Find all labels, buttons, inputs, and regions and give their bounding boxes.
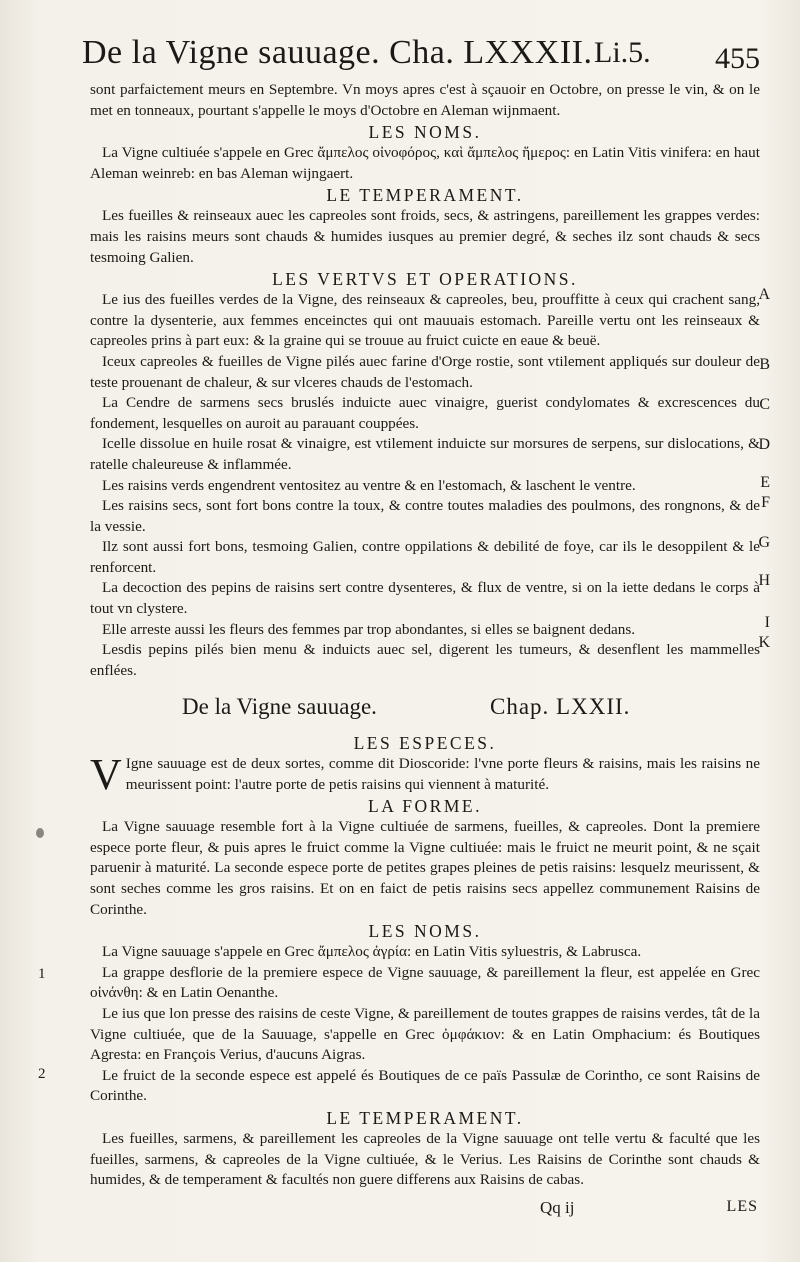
vertu-paragraph: Elle arreste aussi les fleurs des femmes par trop abondantes, si elles se baignent dedans.: [102, 620, 636, 638]
margin-letter: D: [758, 436, 770, 453]
margin-letter: I: [764, 614, 770, 631]
margin-number: 1: [38, 966, 46, 982]
page-header: [82, 28, 760, 80]
vertu-paragraph: La Cendre de sarmens secs bruslés induicte auec vinaigre, guerist condylomates & excrescences du fondement, lesquelles on auroit au parauant couppées.: [90, 394, 760, 432]
heading-temperament: LE TEMPERAMENT.: [326, 185, 524, 206]
vertu-paragraph: Ilz sont aussi fort bons, tesmoing Galien, contre oppilations & debilité de foye, car ils le desoppilent & le renforcent.: [90, 538, 760, 576]
drop-cap: V: [90, 750, 122, 799]
noms-paragraph: Le ius que lon presse des raisins de ceste Vigne, & pareillement de toutes grappes de raisins verdes, tât de la Vigne cultiuée, que de la Sauuage, s'appelle en Grec ὀμφάκιον: & en Latin Omphacium: és Boutiques Agresta: en François Verius, d'aucuns Aigras.: [90, 1004, 760, 1064]
margin-dot: [36, 828, 44, 838]
paragraph-forme: La Vigne sauuage resemble fort à la Vigne cultiuée de sarmens, fueilles, & capreoles. Dont la premiere espece porte fleur, & puis apres le fruict comme la Vigne cultiuée: mais le fruict ne meurit point, & ne sçait paruenir à maturité. La seconde espece porte de petites grapes pleines de petis raisins: lesquelz meurissent, & sont seches comme les gros raisins. Et on en faict de petis raisins secs appellez communement Raisins de Corinthe.: [90, 818, 760, 918]
paragraph-especes: [90, 750, 760, 799]
margin-letter: F: [761, 494, 770, 511]
vertu-paragraph: Les raisins verds engendrent ventositez au ventre & en l'estomach, & laschent le ventre.: [102, 476, 636, 494]
vertu-paragraph: La decoction des pepins de raisins sert contre dysenteres, & flux de ventre, si on la iette dedans le corps à tout vn clystere.: [90, 579, 760, 618]
margin-letter: K: [758, 634, 770, 651]
noms-paragraph: La Vigne sauuage s'appele en Grec ἄμπελος ἀγρία: en Latin Vitis syluestris, & Labrusca.: [102, 943, 642, 961]
noms-paragraph: La grappe desflorie de la premiere espece de Vigne sauuage, & pareillement la fleur, est appelée en Grec οἰνάνθη: & en Latin Oenanthe.: [90, 963, 760, 1002]
catchword: LES: [726, 1198, 758, 1215]
section-vigne-sauuage: [90, 732, 760, 1191]
heading-temperament: LE TEMPERAMENT.: [326, 1107, 524, 1128]
margin-letter: E: [760, 474, 770, 491]
paragraph-temperament: Les fueilles, sarmens, & pareillement les capreoles de la Vigne sauuage ont telle vertu & faculté que les fueilles, sarmens, & capreoles de la Vigne cultiuée, & le Verius. Les Raisins de Corinthe sont chauds & humides, & de temperament & facultés non guere differens aux Raisins de cabas.: [90, 1129, 760, 1189]
margin-number: 2: [38, 1066, 46, 1082]
chapter-number: Chap. LXXII.: [490, 694, 631, 719]
chapter-title: [90, 690, 760, 724]
paragraph-noms: La Vigne cultiuée s'appele en Grec ἄμπελος οἰνοφόρος, καὶ ἄμπελος ἥμερος: en Latin Vitis vinifera: en haut Aleman weinreb: en bas Aleman wijngaert.: [90, 144, 760, 182]
heading-noms: LES NOMS.: [368, 122, 482, 143]
chapter-name: De la Vigne sauuage.: [182, 694, 377, 719]
heading-forme: LA FORME.: [368, 796, 482, 817]
noms-paragraph: Le fruict de la seconde espece est appelé és Boutiques de ce païs Passulæ de Corintho, ce sont Raisins de Corinthe.: [90, 1066, 760, 1105]
vertu-paragraph: Lesdis pepins pilés bien menu & induicts auec sel, digerent les tumeurs, & desenflent les mammelles enflées.: [90, 641, 760, 679]
signature-mark: Qq ij: [540, 1198, 575, 1217]
page-number: 455: [715, 42, 760, 75]
heading-especes: LES ESPECES.: [353, 733, 497, 753]
section-vigne-cultivee: [90, 80, 760, 681]
vertu-paragraph: Le ius des fueilles verdes de la Vigne, des reinseaux & capreoles, beu, prouffitte à ceux qui crachent sang, contre la dysenterie, aux femmes enceinctes qui ont mauuais estomach. Pareille vertu ont les reinseaux & capreoles prins à part eux: & la graine qui se trouue au fruict cuicte en eaue & beuë.: [90, 291, 760, 350]
vertu-paragraph: Les raisins secs, sont fort bons contre la toux, & contre toutes maladies des poulmons, des rongnons, & de la vessie.: [90, 497, 760, 535]
vertu-paragraph: Icelle dissolue en huile rosat & vinaigre, est vtilement induicte sur morsures de serpens, sur dislocations, & ratelle chaleureuse & inflammée.: [90, 435, 760, 473]
margin-letter: C: [759, 396, 770, 413]
paragraph-temperament: Les fueilles & reinseaux auec les capreoles sont froids, secs, & astringens, pareillement les grappes verdes: mais les raisins meurs sont chauds & humides iusques au premier degré, & seches ilz sont chauds & secs tesmoing Galien.: [90, 207, 760, 266]
especes-text: Igne sauuage est de deux sortes, comme dit Dioscoride: l'vne porte fleurs & raisins, mais les raisins ne meurissent point: l'autre porte de petis raisins qui viennent à maturité.: [125, 755, 760, 793]
heading-vertus: LES VERTVS ET OPERATIONS.: [272, 269, 578, 290]
margin-letter: B: [759, 356, 770, 373]
margin-letter: G: [758, 534, 770, 551]
intro-paragraph: sont parfaictement meurs en Septembre. Vn moys apres c'est à sçauoir en Octobre, on presse le vin, & on le met en tonneaux, pourtant s'appelle le moys d'Octobre en Aleman wijnmaent.: [90, 81, 760, 119]
heading-noms: LES NOMS.: [368, 921, 482, 942]
book-number: Li.5.: [594, 36, 651, 69]
running-title: De la Vigne sauuage. Cha. LXXXII.: [82, 34, 593, 71]
margin-letter: H: [758, 572, 770, 589]
margin-letter: A: [758, 286, 770, 303]
vertu-paragraph: Iceux capreoles & fueilles de Vigne pilés auec farine d'Orge rostie, sont vtilement appliqués sur douleur de teste prouenant de chaleur, & sur vlceres chauds de l'estomach.: [90, 352, 760, 391]
